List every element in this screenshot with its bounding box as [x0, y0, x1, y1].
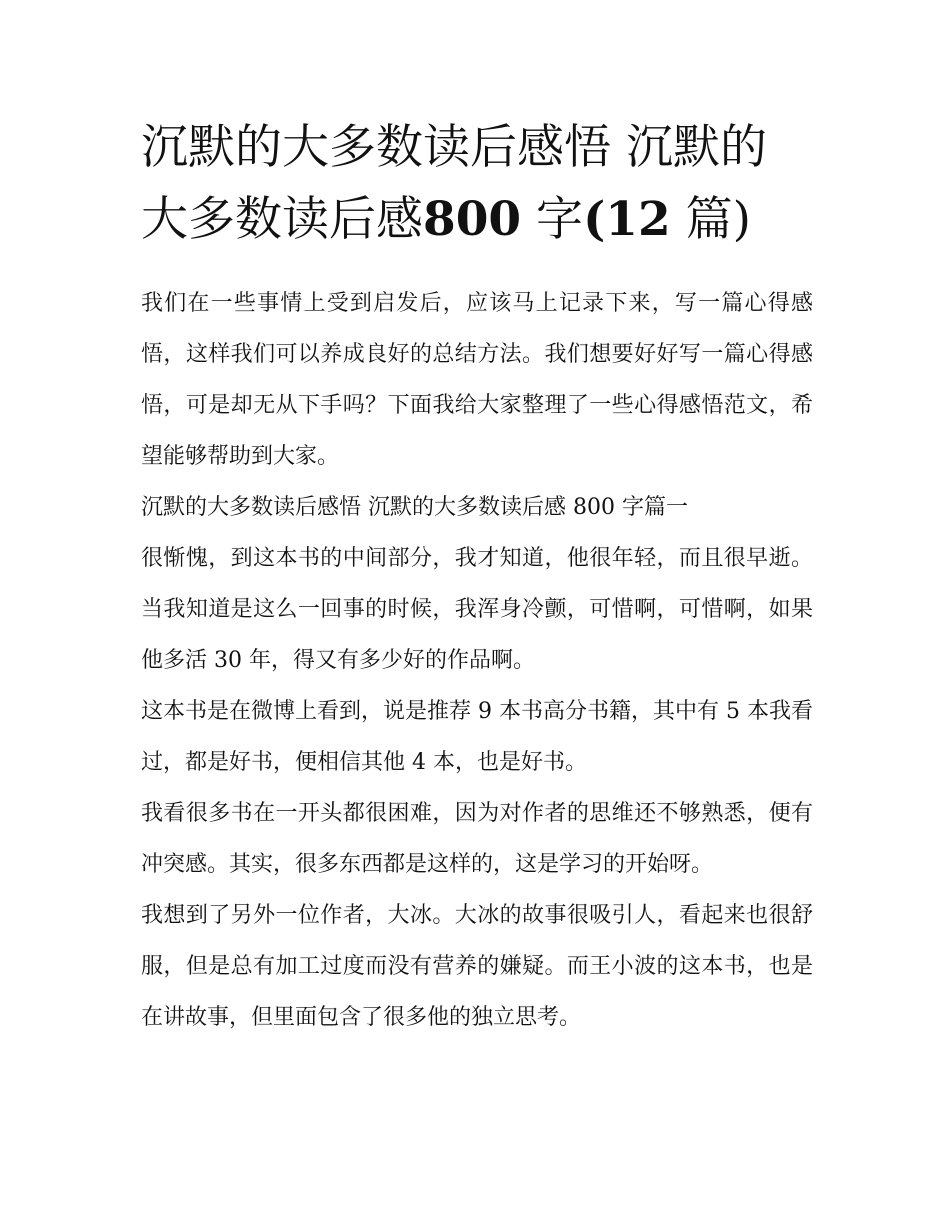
body-paragraph: 这本书是在微博上看到，说是推荐 9 本书高分书籍，其中有 5 本我看过，都是好书，便相信其他 4 本，也是好书。	[141, 699, 813, 775]
title-unit: 字	[521, 192, 584, 247]
body-paragraph: 很惭愧，到这本书的中间部分，我才知道，他很年轻，而且很早逝。当我知道是这么一回事的时候，我浑身冷颤，可惜啊，可惜啊，如果他多活 30 年，得又有多少好的作品啊。	[141, 546, 813, 673]
document-title	[141, 112, 813, 256]
section-heading: 沉默的大多数读后感悟 沉默的大多数读后感 800 字篇一	[141, 495, 688, 520]
body-paragraph: 我看很多书在一开头都很困难，因为对作者的思维还不够熟悉，便有冲突感。其实，很多东西都是这样的，这是学习的开始呀。	[141, 801, 813, 877]
title-text: 沉默的大多数读后感悟 沉默的大多数读后感	[141, 120, 767, 247]
intro-paragraph: 我们在一些事情上受到启发后，应该马上记录下来，写一篇心得感悟，这样我们可以养成良好的总结方法。我们想要好好写一篇心得感悟，可是却无从下手吗？下面我给大家整理了一些心得感悟范文，希望能够帮助到大家。	[141, 291, 813, 469]
title-suffix: 篇)	[670, 192, 751, 247]
document-body	[141, 112, 813, 1043]
body-paragraph: 我想到了另外一位作者，大冰。大冰的故事很吸引人，看起来也很舒服，但是总有加工过度而没有营养的嫌疑。而王小波的这本书，也是在讲故事，但里面包含了很多他的独立思考。	[141, 903, 813, 1030]
title-count: (12	[583, 192, 671, 247]
title-number: 800	[423, 192, 522, 247]
